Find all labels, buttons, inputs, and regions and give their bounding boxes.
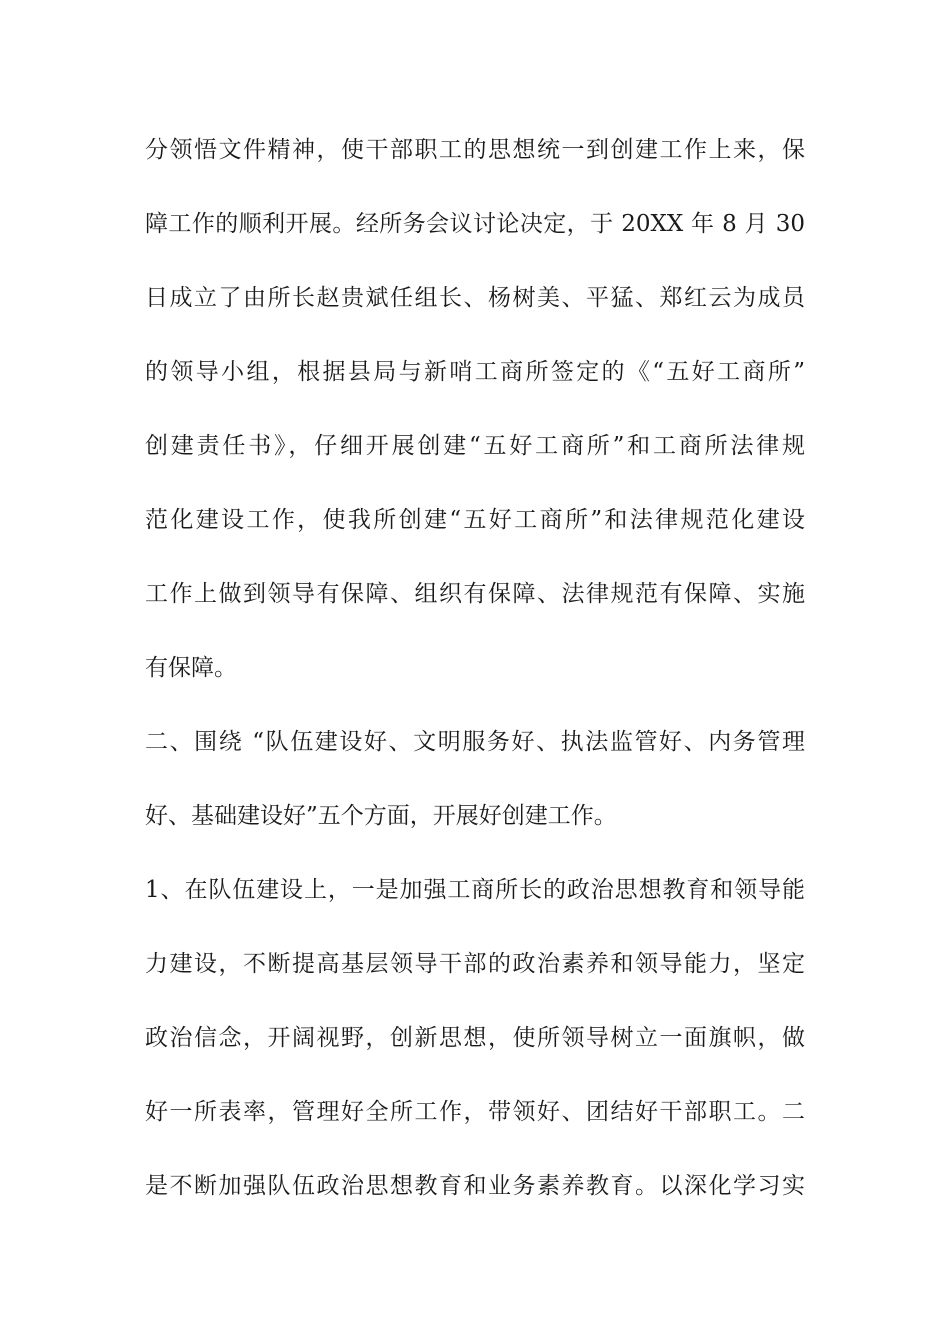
- text-line: 好一所表率，管理好全所工作，带领好、团结好干部职工。二: [145, 1099, 805, 1125]
- text-line: 政治信念，开阔视野，创新思想，使所领导树立一面旗帜，做: [145, 1025, 805, 1051]
- text-line: 是不断加强队伍政治思想教育和业务素养教育。以深化学习实: [145, 1173, 805, 1199]
- text-line: 范化建设工作，使我所创建“五好工商所”和法律规范化建设: [145, 507, 805, 533]
- text-line: 障工作的顺利开展。经所务会议讨论决定，于 20XX 年 8 月 30: [145, 211, 805, 237]
- text-line: 创建责任书》，仔细开展创建“五好工商所”和工商所法律规: [145, 433, 805, 459]
- text-line: 1、在队伍建设上，一是加强工商所长的政治思想教育和领导能: [145, 877, 805, 903]
- text-line: 工作上做到领导有保障、组织有保障、法律规范有保障、实施: [145, 581, 805, 607]
- section-heading-line: 二、围绕 “队伍建设好、文明服务好、执法监管好、内务管理: [145, 729, 805, 755]
- text-line: 有保障。: [145, 655, 237, 681]
- section-heading-line: 好、基础建设好”五个方面，开展好创建工作。: [145, 803, 617, 829]
- text-line: 分领悟文件精神，使干部职工的思想统一到创建工作上来，保: [145, 137, 805, 163]
- text-line: 力建设，不断提高基层领导干部的政治素养和领导能力，坚定: [145, 951, 805, 977]
- text-line: 日成立了由所长赵贵斌任组长、杨树美、平猛、郑红云为成员: [145, 285, 805, 311]
- text-line: 的领导小组，根据县局与新哨工商所签定的《“五好工商所”: [145, 359, 805, 385]
